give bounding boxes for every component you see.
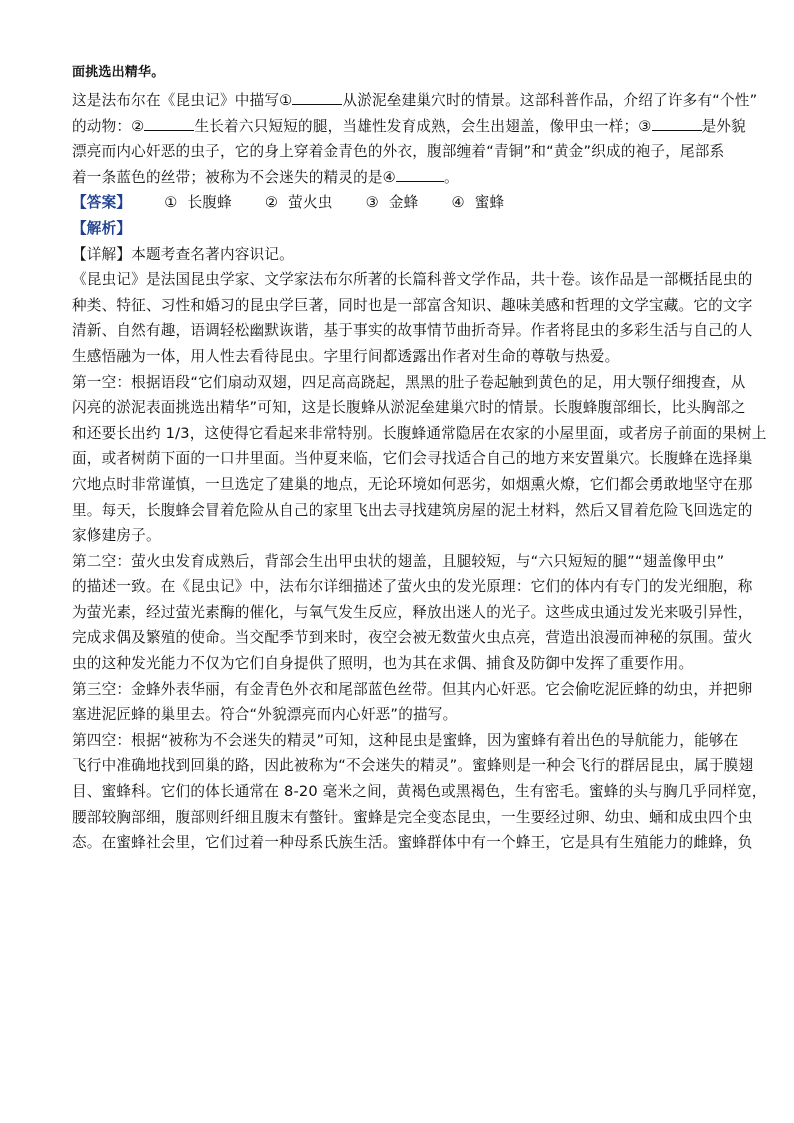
blank-4 (396, 165, 444, 182)
analysis-line: 里。每天，长腹蜂会冒着危险从自己的家里飞出去寻找建筑房屋的泥土材料，然后又冒着危险飞回选定的 (72, 501, 753, 519)
analysis-line: 第四空：根据“被称为不会迷失的精灵”可知，这种昆虫是蜜蜂，因为蜜蜂有着出色的导航能力，能够在 (72, 731, 739, 749)
analysis-line: 家修建房子。 (72, 527, 161, 545)
answer-tag: 【答案】 (72, 194, 132, 212)
analysis-line: 第一空：根据语段“它们扇动双翅，四足高高跷起，黑黑的肚子卷起触到黄色的足，用大颚仔细搜查，从 (72, 373, 746, 391)
analysis-line: 为萤光素，经过萤光素酶的催化，与氧气发生反应，释放出迷人的光子。这些成虫通过发光来吸引异性， (72, 603, 753, 621)
analysis-line: 态。在蜜蜂社会里，它们过着一种母系氏族生活。蜜蜂群体中有一个蜂王，它是具有生殖能力的雌蜂，负 (72, 834, 753, 852)
blank-1 (292, 88, 342, 105)
detail-tag: 【详解】 (72, 245, 132, 263)
answer-item: ② 萤火虫 (264, 194, 333, 212)
question-line-4 (72, 165, 728, 191)
detail-text: 本题考查名著内容识记。 (131, 245, 294, 263)
answer-item: ④ 蜜蜂 (451, 194, 505, 212)
answer-item: ③ 金蜂 (365, 194, 419, 212)
analysis-line: 目、蜜蜂科。它们的体长通常在 8-20 毫米之间，黄褐色或黑褐色，生有密毛。蜜蜂的头与胸几乎同样宽， (72, 783, 767, 801)
blank-2 (144, 114, 194, 131)
fragment-text: 面挑选出精华。 (72, 65, 165, 80)
analysis-line: 的描述一致。在《昆虫记》中，法布尔详细描述了萤火虫的发光原理：它们的体内有专门的发光细胞，称 (72, 578, 753, 596)
question-text: 这是法布尔在《昆虫记》中描写① (72, 92, 293, 109)
analysis-line: 虫的这种发光能力不仅为它们自身提供了照明，也为其在求偶、捕食及防御中发挥了重要作用。 (72, 655, 694, 673)
question-text: 从淤泥垒建巢穴时的情景。这部科普作品，介绍了许多有“个性” (342, 92, 758, 109)
analysis-line: 生感悟融为一体，用人性去看待昆虫。字里行间都透露出作者对生命的尊敬与热爱。 (72, 347, 620, 365)
analysis-line: 腰部较胸部细，腹部则纤细且腹末有螫针。蜜蜂是完全变态昆虫，一生要经过卵、幼虫、蛹和成虫四个虫 (72, 808, 753, 826)
analysis-line: 和还要长出约 1/3，这使得它看起来非常特别。长腹蜂通常隐居在农家的小屋里面，或者房子前面的果树上 (72, 424, 767, 442)
question-text: 。 (443, 168, 459, 186)
analysis-line: 种类、特征、习性和婚习的昆虫学巨著，同时也是一部富含知识、趣味美感和哲理的文学宝藏。它的文字 (72, 296, 753, 314)
analysis-line: 穴地点时非常谨慎，一旦选定了建巢的地点，无论环境如何恶劣，如烟熏火燎，它们都会勇敢地坚守在那 (72, 475, 753, 493)
answer-row (72, 190, 728, 216)
analysis-line: 第三空：金蜂外表华丽，有金青色外衣和尾部蓝色丝带。但其内心奸恶。它会偷吃泥匠蜂的幼虫，并把卵 (72, 680, 753, 698)
question-text: 生长着六只短短的腿，当雄性发育成熟，会生出翅盖，像甲虫一样；③ (194, 117, 652, 135)
analysis-line: 清新、自然有趣，语调轻松幽默诙谐，基于事实的故事情节曲折奇异。作者将昆虫的多彩生活与自己的人 (72, 322, 753, 340)
question-text: 着一条蓝色的丝带；被称为不会迷失的精灵的是④ (72, 168, 396, 186)
analysis-line: 塞进泥匠蜂的巢里去。符合“外貌漂亮而内心奸恶”的描写。 (72, 706, 458, 724)
question-line-3: 漂亮而内心奸恶的虫子，它的身上穿着金青色的外衣，腹部缠着“青铜”和“黄金”织成的袍子，尾部系 (72, 143, 725, 161)
analysis-heading (72, 216, 728, 242)
analysis-tag: 【解析】 (72, 219, 132, 237)
document-page (72, 62, 767, 856)
question-line-2 (72, 114, 746, 140)
detail-line (72, 242, 728, 268)
analysis-line: 第二空：萤火虫发育成熟后，背部会生出甲虫状的翅盖，且腿较短，与“六只短短的腿”“翅盖像甲虫” (72, 552, 725, 570)
blank-3 (652, 114, 702, 131)
question-text: 的动物：② (72, 117, 145, 135)
question-text: 是外貌 (701, 117, 746, 135)
analysis-line: 《昆虫记》是法国昆虫学家、文学家法布尔所著的长篇科普文学作品，共十卷。该作品是一部概括昆虫的 (72, 271, 753, 289)
analysis-line: 面，或者树荫下面的一口井里面。当仲夏来临，它们会寻找适合自己的地方来安置巢穴。长腹蜂在选择巢 (72, 450, 753, 468)
question-line-1 (72, 88, 758, 114)
analysis-line: 闪亮的淤泥表面挑选出精华”可知，这是长腹蜂从淤泥垒建巢穴时的情景。长腹蜂腹部细长，比头胸部之 (72, 399, 746, 417)
analysis-line: 飞行中准确地找到回巢的路，因此被称为“不会迷失的精灵”。蜜蜂则是一种会飞行的群居昆虫，属于膜翅 (72, 757, 754, 775)
answer-item: ① 长腹蜂 (164, 194, 232, 212)
analysis-line: 完成求偶及繁殖的使命。当交配季节到来时，夜空会被无数萤火虫点亮，营造出浪漫而神秘的氛围。萤火 (72, 629, 753, 647)
